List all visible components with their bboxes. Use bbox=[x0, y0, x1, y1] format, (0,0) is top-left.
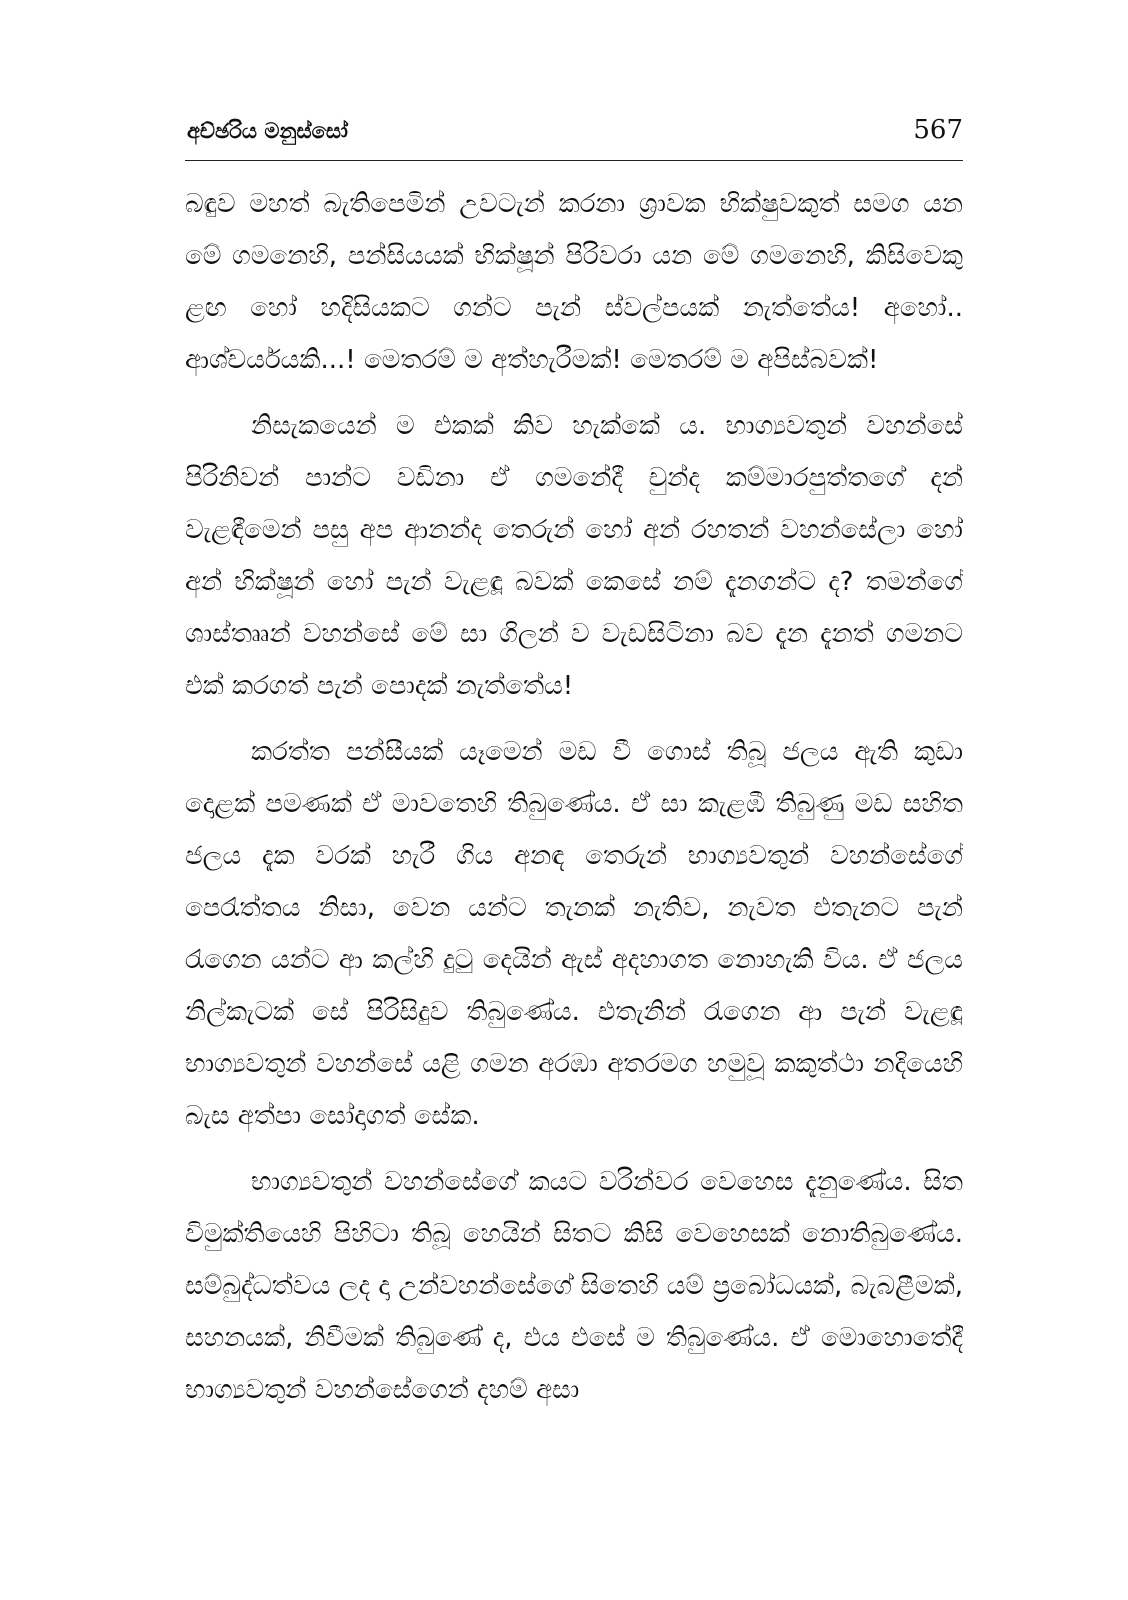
page-number: 567 bbox=[913, 115, 963, 145]
paragraph-continued: බඳුව මහත් බැතිපෙමින් උවටැන් කරනා ශ්‍රාවක භික්ෂුවකුත් සමග යන මේ ගමනෙහි, පන්සියයක් භික්ෂූන් පිරිවරා යන මේ ගමනෙහි, කිසිවෙකු ළඟ හෝ හදිසියකට ගන්ට පැන් ස්වල්පයක් නැත්තේය! අහෝ.. ආශ්චර්යයකි...! මෙතරම් ම අත්හැරීමක්! මෙතරම් ම අපිස්බවක්! bbox=[185, 189, 963, 375]
running-header bbox=[185, 112, 963, 161]
header-title: අච්ඡරිය මනුස්සෝ bbox=[187, 119, 348, 143]
paragraph: කරත්ත පන්සීයක් යෑමෙන් මඩ වී ගොස් තිබූ ජලය ඇති කුඩා දොළක් පමණක් ඒ මාවතෙහි තිබුණේය. ඒ සා කැළඹී තිබුණු මඩ සහිත ජලය දැක වරක් හැරී ගිය අනඳ තෙරුන් භාග්‍යවතුන් වහන්සේගේ පෙරැත්තය නිසා, වෙන යන්ට තැනක් නැතිව, නැවත එතැනට පැන් රැගෙන යන්ට ආ කල්හි දුටු දෙයින් ඇස් අදහාගත නොහැකි විය. ඒ ජලය නිල්කැටක් සේ පිරිසිදුව තිබුණේය. එතැනින් රැගෙන ආ පැන් වැළඳූ භාග්‍යවතුන් වහන්සේ යළි ගමන අරඹා අතරමග හමුවූ කකුත්ථා නදියෙහි බැස අත්පා සෝදාගත් සේක. bbox=[185, 737, 963, 1131]
body-text bbox=[185, 178, 963, 1468]
paragraph: නිසැකයෙන් ම එකක් කිව හැක්කේ ය. භාග්‍යවතුන් වහන්සේ පිරිනිවන් පාන්ට වඩිනා ඒ ගමනේදී චුන්ද කම්මාරපුත්තගේ දන් වැළඳීමෙන් පසු අප ආනන්ද තෙරුන් හෝ අන් රහතන් වහන්සේලා හෝ අන් භික්ෂූන් හෝ පැන් වැළඳූ බවක් කෙසේ නම් දැනගන්ට ද? තමන්ගේ ශාස්තෲන් වහන්සේ මේ සා ගිලන් ව වැඩසිටිනා බව දැන දැනත් ගමනට එක් කරගත් පැන් පොදක් නැත්තේය! bbox=[185, 411, 963, 701]
paragraph: භාග්‍යවතුන් වහන්සේගේ කයට වරින්වර වෙහෙස දැනුණේය. සිත විමුක්තියෙහි පිහිටා තිබූ හෙයින් සිතට කිසි වෙහෙසක් නොතිබුණේය. සම්බුද්ධත්වය ලද දා උන්වහන්සේගේ සිතෙහි යම් ප්‍රබෝධයක්, බැබළීමක්, සහනයක්, නිවීමක් තිබුණේ ද, එය එසේ ම තිබුණේය. ඒ මොහොතේදී භාග්‍යවතුන් වහන්සේගෙන් දහම් අසා bbox=[185, 1167, 963, 1405]
